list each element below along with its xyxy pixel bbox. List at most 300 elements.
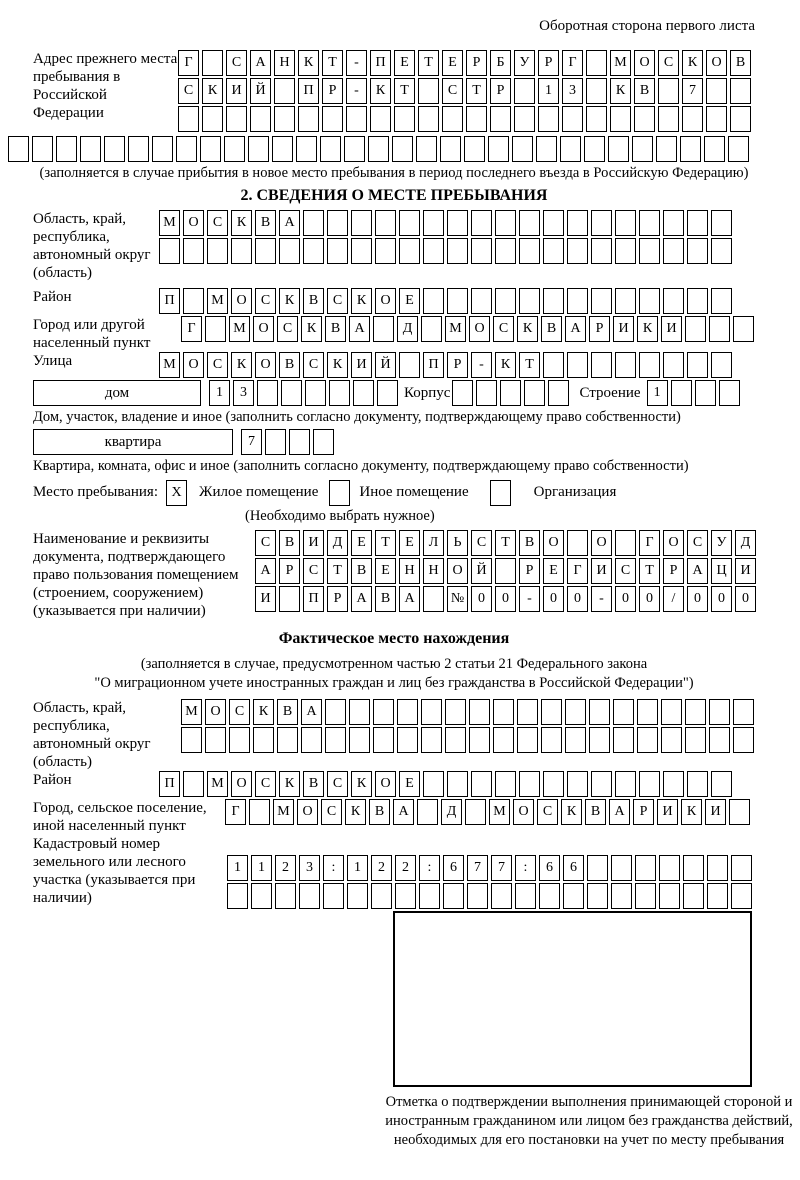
- char-box[interactable]: В: [303, 771, 324, 797]
- char-box[interactable]: [301, 727, 322, 753]
- char-box[interactable]: О: [543, 530, 564, 556]
- char-box[interactable]: 7: [467, 855, 488, 881]
- char-box[interactable]: [615, 530, 636, 556]
- checkbox-organization[interactable]: [490, 480, 511, 506]
- char-box[interactable]: Р: [633, 799, 654, 825]
- char-box[interactable]: [423, 586, 444, 612]
- char-box[interactable]: А: [349, 316, 370, 342]
- char-box[interactable]: [257, 380, 278, 406]
- char-box[interactable]: Ь: [447, 530, 468, 556]
- char-box[interactable]: [567, 352, 588, 378]
- char-box[interactable]: [687, 288, 708, 314]
- char-box[interactable]: 0: [735, 586, 756, 612]
- char-box[interactable]: [610, 106, 631, 132]
- char-box[interactable]: -: [346, 78, 367, 104]
- char-box[interactable]: [417, 799, 438, 825]
- char-box[interactable]: [323, 883, 344, 909]
- char-box[interactable]: К: [681, 799, 702, 825]
- char-box[interactable]: [719, 380, 740, 406]
- char-box[interactable]: [729, 799, 750, 825]
- char-box[interactable]: В: [541, 316, 562, 342]
- char-box[interactable]: С: [303, 558, 324, 584]
- checkbox-residential[interactable]: X: [166, 480, 187, 506]
- char-box[interactable]: П: [298, 78, 319, 104]
- char-box[interactable]: [329, 380, 350, 406]
- char-box[interactable]: [659, 883, 680, 909]
- char-box[interactable]: [683, 883, 704, 909]
- char-box[interactable]: Е: [375, 558, 396, 584]
- char-box[interactable]: [584, 136, 605, 162]
- char-box[interactable]: [567, 210, 588, 236]
- char-box[interactable]: К: [231, 210, 252, 236]
- char-box[interactable]: [615, 210, 636, 236]
- char-box[interactable]: В: [369, 799, 390, 825]
- char-box[interactable]: 0: [687, 586, 708, 612]
- char-box[interactable]: [658, 78, 679, 104]
- char-box[interactable]: [706, 78, 727, 104]
- char-box[interactable]: [687, 210, 708, 236]
- char-box[interactable]: [685, 699, 706, 725]
- char-box[interactable]: М: [159, 210, 180, 236]
- char-box[interactable]: Р: [589, 316, 610, 342]
- char-box[interactable]: Р: [663, 558, 684, 584]
- char-box[interactable]: Г: [639, 530, 660, 556]
- char-box[interactable]: В: [279, 352, 300, 378]
- char-box[interactable]: [251, 883, 272, 909]
- char-box[interactable]: [731, 883, 752, 909]
- char-box[interactable]: 2: [275, 855, 296, 881]
- char-box[interactable]: [659, 855, 680, 881]
- char-box[interactable]: [639, 352, 660, 378]
- char-box[interactable]: [587, 883, 608, 909]
- char-box[interactable]: [397, 699, 418, 725]
- char-box[interactable]: 6: [443, 855, 464, 881]
- char-box[interactable]: 1: [647, 380, 668, 406]
- char-box[interactable]: Т: [418, 50, 439, 76]
- char-box[interactable]: С: [255, 288, 276, 314]
- char-box[interactable]: 3: [299, 855, 320, 881]
- char-box[interactable]: 3: [562, 78, 583, 104]
- char-box[interactable]: С: [442, 78, 463, 104]
- char-box[interactable]: 1: [251, 855, 272, 881]
- char-box[interactable]: [639, 771, 660, 797]
- char-box[interactable]: [445, 727, 466, 753]
- char-box[interactable]: В: [325, 316, 346, 342]
- char-box[interactable]: О: [255, 352, 276, 378]
- char-box[interactable]: [661, 699, 682, 725]
- char-box[interactable]: [421, 699, 442, 725]
- char-box[interactable]: 3: [233, 380, 254, 406]
- char-box[interactable]: [685, 727, 706, 753]
- char-box[interactable]: О: [231, 771, 252, 797]
- char-box[interactable]: [591, 771, 612, 797]
- char-box[interactable]: [733, 727, 754, 753]
- char-box[interactable]: [289, 429, 310, 455]
- char-box[interactable]: [661, 727, 682, 753]
- char-box[interactable]: С: [321, 799, 342, 825]
- char-box[interactable]: [202, 106, 223, 132]
- char-box[interactable]: П: [303, 586, 324, 612]
- char-box[interactable]: О: [231, 288, 252, 314]
- char-box[interactable]: Н: [274, 50, 295, 76]
- char-box[interactable]: [368, 136, 389, 162]
- char-box[interactable]: О: [375, 771, 396, 797]
- char-box[interactable]: [476, 380, 497, 406]
- char-box[interactable]: [543, 771, 564, 797]
- char-box[interactable]: 0: [471, 586, 492, 612]
- char-box[interactable]: [397, 727, 418, 753]
- char-box[interactable]: К: [517, 316, 538, 342]
- char-box[interactable]: [423, 288, 444, 314]
- char-box[interactable]: К: [279, 288, 300, 314]
- char-box[interactable]: Т: [327, 558, 348, 584]
- char-box[interactable]: С: [226, 50, 247, 76]
- char-box[interactable]: Е: [442, 50, 463, 76]
- char-box[interactable]: :: [515, 855, 536, 881]
- char-box[interactable]: [519, 238, 540, 264]
- char-box[interactable]: [325, 699, 346, 725]
- char-box[interactable]: [730, 106, 751, 132]
- char-box[interactable]: Т: [394, 78, 415, 104]
- char-box[interactable]: -: [471, 352, 492, 378]
- char-box[interactable]: [543, 210, 564, 236]
- char-box[interactable]: [539, 883, 560, 909]
- char-box[interactable]: [495, 771, 516, 797]
- char-box[interactable]: [346, 106, 367, 132]
- char-box[interactable]: [658, 106, 679, 132]
- char-box[interactable]: М: [273, 799, 294, 825]
- char-box[interactable]: [248, 136, 269, 162]
- char-box[interactable]: [519, 288, 540, 314]
- char-box[interactable]: [279, 238, 300, 264]
- char-box[interactable]: Р: [490, 78, 511, 104]
- char-box[interactable]: [296, 136, 317, 162]
- char-box[interactable]: [495, 288, 516, 314]
- char-box[interactable]: М: [489, 799, 510, 825]
- char-box[interactable]: С: [207, 210, 228, 236]
- char-box[interactable]: 0: [711, 586, 732, 612]
- char-box[interactable]: 2: [395, 855, 416, 881]
- char-box[interactable]: О: [469, 316, 490, 342]
- char-box[interactable]: [418, 106, 439, 132]
- char-box[interactable]: [731, 855, 752, 881]
- char-box[interactable]: [253, 727, 274, 753]
- char-box[interactable]: [611, 855, 632, 881]
- char-box[interactable]: [375, 238, 396, 264]
- char-box[interactable]: [325, 727, 346, 753]
- char-box[interactable]: Т: [639, 558, 660, 584]
- char-box[interactable]: Е: [399, 288, 420, 314]
- char-box[interactable]: Е: [394, 50, 415, 76]
- char-box[interactable]: К: [682, 50, 703, 76]
- char-box[interactable]: [543, 288, 564, 314]
- char-box[interactable]: [615, 771, 636, 797]
- char-box[interactable]: С: [615, 558, 636, 584]
- char-box[interactable]: Р: [327, 586, 348, 612]
- char-box[interactable]: К: [345, 799, 366, 825]
- char-box[interactable]: К: [351, 288, 372, 314]
- char-box[interactable]: [682, 106, 703, 132]
- char-box[interactable]: [663, 210, 684, 236]
- char-box[interactable]: [536, 136, 557, 162]
- char-box[interactable]: У: [514, 50, 535, 76]
- char-box[interactable]: М: [207, 771, 228, 797]
- char-box[interactable]: [205, 316, 226, 342]
- char-box[interactable]: [565, 699, 586, 725]
- char-box[interactable]: [634, 106, 655, 132]
- char-box[interactable]: С: [255, 771, 276, 797]
- char-box[interactable]: 2: [371, 855, 392, 881]
- char-box[interactable]: [183, 771, 204, 797]
- char-box[interactable]: Р: [466, 50, 487, 76]
- char-box[interactable]: В: [519, 530, 540, 556]
- char-box[interactable]: 0: [543, 586, 564, 612]
- char-box[interactable]: [541, 727, 562, 753]
- char-box[interactable]: О: [297, 799, 318, 825]
- char-box[interactable]: [611, 883, 632, 909]
- char-box[interactable]: [707, 855, 728, 881]
- char-box[interactable]: [515, 883, 536, 909]
- char-box[interactable]: К: [610, 78, 631, 104]
- char-box[interactable]: :: [323, 855, 344, 881]
- char-box[interactable]: [181, 727, 202, 753]
- char-box[interactable]: П: [159, 771, 180, 797]
- char-box[interactable]: [399, 352, 420, 378]
- char-box[interactable]: :: [419, 855, 440, 881]
- char-box[interactable]: [709, 316, 730, 342]
- char-box[interactable]: [327, 210, 348, 236]
- char-box[interactable]: [349, 727, 370, 753]
- char-box[interactable]: С: [537, 799, 558, 825]
- char-box[interactable]: [447, 771, 468, 797]
- char-box[interactable]: [567, 530, 588, 556]
- char-box[interactable]: Б: [490, 50, 511, 76]
- char-box[interactable]: С: [303, 352, 324, 378]
- char-box[interactable]: [419, 883, 440, 909]
- char-box[interactable]: [128, 136, 149, 162]
- char-box[interactable]: С: [493, 316, 514, 342]
- char-box[interactable]: [56, 136, 77, 162]
- char-box[interactable]: [320, 136, 341, 162]
- char-box[interactable]: О: [375, 288, 396, 314]
- char-box[interactable]: [548, 380, 569, 406]
- char-box[interactable]: [608, 136, 629, 162]
- char-box[interactable]: И: [226, 78, 247, 104]
- char-box[interactable]: [322, 106, 343, 132]
- char-box[interactable]: В: [585, 799, 606, 825]
- char-box[interactable]: О: [706, 50, 727, 76]
- char-box[interactable]: Т: [495, 530, 516, 556]
- char-box[interactable]: [224, 136, 245, 162]
- char-box[interactable]: 0: [639, 586, 660, 612]
- char-box[interactable]: [639, 210, 660, 236]
- char-box[interactable]: О: [663, 530, 684, 556]
- char-box[interactable]: М: [229, 316, 250, 342]
- char-box[interactable]: [562, 106, 583, 132]
- char-box[interactable]: [517, 727, 538, 753]
- char-box[interactable]: Г: [225, 799, 246, 825]
- char-box[interactable]: [80, 136, 101, 162]
- char-box[interactable]: [512, 136, 533, 162]
- char-box[interactable]: Г: [181, 316, 202, 342]
- char-box[interactable]: А: [609, 799, 630, 825]
- char-box[interactable]: Т: [519, 352, 540, 378]
- char-box[interactable]: У: [711, 530, 732, 556]
- char-box[interactable]: О: [183, 210, 204, 236]
- char-box[interactable]: [183, 238, 204, 264]
- char-box[interactable]: В: [634, 78, 655, 104]
- char-box[interactable]: [8, 136, 29, 162]
- char-box[interactable]: [447, 288, 468, 314]
- char-box[interactable]: [637, 699, 658, 725]
- char-box[interactable]: 0: [615, 586, 636, 612]
- char-box[interactable]: -: [519, 586, 540, 612]
- char-box[interactable]: П: [159, 288, 180, 314]
- char-box[interactable]: [347, 883, 368, 909]
- checkbox-other-premises[interactable]: [329, 480, 350, 506]
- char-box[interactable]: 7: [241, 429, 262, 455]
- char-box[interactable]: [663, 352, 684, 378]
- char-box[interactable]: [313, 429, 334, 455]
- char-box[interactable]: [733, 699, 754, 725]
- char-box[interactable]: К: [279, 771, 300, 797]
- char-box[interactable]: [541, 699, 562, 725]
- char-box[interactable]: [711, 238, 732, 264]
- char-box[interactable]: 1: [209, 380, 230, 406]
- char-box[interactable]: [514, 106, 535, 132]
- char-box[interactable]: Е: [399, 771, 420, 797]
- char-box[interactable]: В: [279, 530, 300, 556]
- char-box[interactable]: Д: [441, 799, 462, 825]
- char-box[interactable]: Ц: [711, 558, 732, 584]
- char-box[interactable]: [200, 136, 221, 162]
- char-box[interactable]: [586, 50, 607, 76]
- char-box[interactable]: О: [591, 530, 612, 556]
- char-box[interactable]: [613, 727, 634, 753]
- char-box[interactable]: [683, 855, 704, 881]
- char-box[interactable]: [695, 380, 716, 406]
- char-box[interactable]: В: [730, 50, 751, 76]
- char-box[interactable]: [733, 316, 754, 342]
- char-box[interactable]: К: [637, 316, 658, 342]
- char-box[interactable]: [493, 699, 514, 725]
- char-box[interactable]: 6: [539, 855, 560, 881]
- char-box[interactable]: [298, 106, 319, 132]
- char-box[interactable]: [275, 883, 296, 909]
- char-box[interactable]: В: [375, 586, 396, 612]
- char-box[interactable]: [255, 238, 276, 264]
- char-box[interactable]: [305, 380, 326, 406]
- char-box[interactable]: [565, 727, 586, 753]
- char-box[interactable]: [231, 238, 252, 264]
- char-box[interactable]: [615, 238, 636, 264]
- char-box[interactable]: А: [393, 799, 414, 825]
- char-box[interactable]: [303, 238, 324, 264]
- char-box[interactable]: [274, 78, 295, 104]
- char-box[interactable]: [152, 136, 173, 162]
- char-box[interactable]: [351, 238, 372, 264]
- char-box[interactable]: В: [351, 558, 372, 584]
- char-box[interactable]: [249, 799, 270, 825]
- char-box[interactable]: [281, 380, 302, 406]
- char-box[interactable]: [495, 238, 516, 264]
- char-box[interactable]: [229, 727, 250, 753]
- char-box[interactable]: [586, 106, 607, 132]
- char-box[interactable]: [685, 316, 706, 342]
- char-box[interactable]: [32, 136, 53, 162]
- char-box[interactable]: [519, 210, 540, 236]
- char-box[interactable]: [663, 288, 684, 314]
- char-box[interactable]: [392, 136, 413, 162]
- char-box[interactable]: Е: [543, 558, 564, 584]
- char-box[interactable]: [469, 727, 490, 753]
- char-box[interactable]: И: [591, 558, 612, 584]
- char-box[interactable]: Н: [399, 558, 420, 584]
- char-box[interactable]: [656, 136, 677, 162]
- char-box[interactable]: П: [423, 352, 444, 378]
- char-box[interactable]: [327, 238, 348, 264]
- char-box[interactable]: М: [159, 352, 180, 378]
- char-box[interactable]: [687, 238, 708, 264]
- char-box[interactable]: Т: [322, 50, 343, 76]
- char-box[interactable]: И: [613, 316, 634, 342]
- char-box[interactable]: Д: [735, 530, 756, 556]
- char-box[interactable]: 6: [563, 855, 584, 881]
- char-box[interactable]: [349, 699, 370, 725]
- char-box[interactable]: [442, 106, 463, 132]
- char-box[interactable]: Г: [562, 50, 583, 76]
- char-box[interactable]: [524, 380, 545, 406]
- char-box[interactable]: К: [253, 699, 274, 725]
- char-box[interactable]: А: [565, 316, 586, 342]
- char-box[interactable]: [265, 429, 286, 455]
- char-box[interactable]: [418, 78, 439, 104]
- char-box[interactable]: М: [207, 288, 228, 314]
- char-box[interactable]: [543, 238, 564, 264]
- char-box[interactable]: [226, 106, 247, 132]
- char-box[interactable]: И: [705, 799, 726, 825]
- char-box[interactable]: А: [687, 558, 708, 584]
- char-box[interactable]: [447, 238, 468, 264]
- char-box[interactable]: Р: [519, 558, 540, 584]
- char-box[interactable]: [704, 136, 725, 162]
- char-box[interactable]: С: [229, 699, 250, 725]
- char-box[interactable]: [495, 210, 516, 236]
- char-box[interactable]: Е: [351, 530, 372, 556]
- char-box[interactable]: [707, 883, 728, 909]
- char-box[interactable]: [467, 883, 488, 909]
- char-box[interactable]: [399, 210, 420, 236]
- char-box[interactable]: [591, 210, 612, 236]
- char-box[interactable]: [493, 727, 514, 753]
- char-box[interactable]: [711, 288, 732, 314]
- char-box[interactable]: [464, 136, 485, 162]
- char-box[interactable]: С: [327, 288, 348, 314]
- char-box[interactable]: [587, 855, 608, 881]
- char-box[interactable]: [488, 136, 509, 162]
- char-box[interactable]: [423, 238, 444, 264]
- char-box[interactable]: С: [658, 50, 679, 76]
- char-box[interactable]: [421, 727, 442, 753]
- char-box[interactable]: Й: [250, 78, 271, 104]
- char-box[interactable]: Г: [178, 50, 199, 76]
- char-box[interactable]: [709, 727, 730, 753]
- char-box[interactable]: [563, 883, 584, 909]
- char-box[interactable]: [591, 238, 612, 264]
- char-box[interactable]: [471, 288, 492, 314]
- char-box[interactable]: К: [495, 352, 516, 378]
- char-box[interactable]: Е: [399, 530, 420, 556]
